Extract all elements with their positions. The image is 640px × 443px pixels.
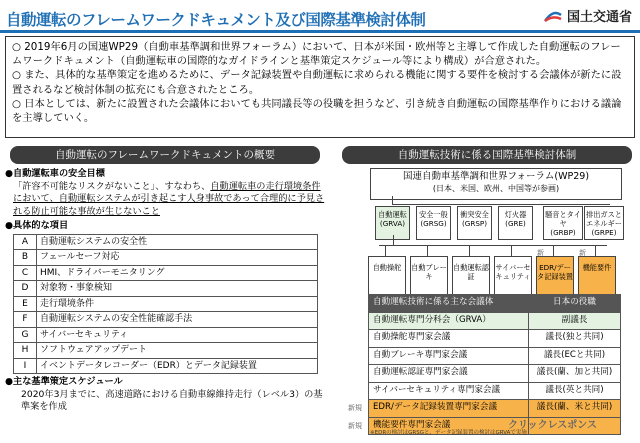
item-label: サイバーセキュリティ [37, 327, 318, 343]
item-key: A [14, 234, 37, 250]
intro-box [5, 36, 635, 138]
sub-group-box: 自動ブレーキ [410, 256, 448, 296]
item-label: 自動運転システムの安全性能確認手法 [37, 312, 318, 328]
ministry-logo [543, 6, 632, 25]
wp29-box [370, 168, 622, 200]
footnote: ※EDRの検討はGRSGと、データ記録装置の検討はGRVAで実施 [370, 430, 527, 436]
new-label: 新規 [348, 421, 362, 430]
item-key: B [14, 250, 37, 266]
item-key: H [14, 343, 37, 359]
intro-paragraph: ○ 日本としては、新たに設置された会議体においても共同議長等の役職を担うなど、引き続き自動運転の国際基準作りにおける議論を主導していく。 [12, 97, 622, 125]
working-party-box: 自動運転 (GRVA) [375, 206, 410, 240]
item-label: 対象物・事象検知 [37, 281, 318, 297]
wp29-sub: (日本、米国、欧州、中国等が参画) [432, 184, 560, 193]
wp29-title: 国連自動車基準調和世界フォーラム(WP29) [402, 171, 590, 182]
meeting-row: 機能要件専門家会議 [368, 418, 621, 436]
framework-header: 自動運転のフレームワークドキュメントの概要 [10, 146, 320, 164]
title-rule [0, 30, 640, 33]
item-label: 自動運転システムの安全性 [37, 234, 318, 250]
meeting-table [368, 294, 621, 435]
sub-group-box: 自動操舵 [368, 256, 406, 296]
new-badge: 新 [537, 249, 544, 257]
meeting-row: EDR/データ記録装置専門家会議 議長(蘭、米と共同) [368, 400, 621, 418]
sub-group-box: 機能要件 [578, 256, 616, 296]
item-row [14, 327, 318, 343]
schedule-text: 2020年3月までに、高速道路における自動車線維持走行（レベル3）の基準案を作成 [21, 388, 323, 412]
item-row [14, 358, 318, 374]
sub-group-box: EDR/データ記録装置 [536, 256, 574, 296]
item-label: ソフトウェアアップデート [37, 343, 318, 359]
item-label: HMI、ドライバーモニタリング [37, 265, 318, 281]
meeting-row: 自動運転専門分科会（GRVA） 副議長 [368, 313, 621, 331]
mlit-logo-icon [543, 7, 563, 25]
meeting-row: 自動ブレーキ専門家会議 議長(ECと共同) [368, 348, 621, 366]
items-table [13, 234, 318, 375]
item-key: G [14, 327, 37, 343]
item-key: C [14, 265, 37, 281]
meeting-row: 自動運転認証専門家会議 議長(蘭、加と共同) [368, 365, 621, 383]
item-row [14, 250, 318, 266]
safety-text: 「許容不可能なリスクがないこと」、すなわち、自動運転車の走行環境条件において、自動運転システムが引き起こす人身事故であって合理的に予見される防止可能な事故が生じないこと [13, 180, 325, 217]
structure-header: 自動運転技術に係る国際基準検討体制 [342, 146, 632, 164]
item-key: E [14, 296, 37, 312]
item-label: フェールセーフ対応 [37, 250, 318, 266]
working-party-box: 排出ガスとエネルギー (GRPE) [584, 206, 624, 240]
item-row [14, 296, 318, 312]
sub-group-box: 自動運転認証 [452, 256, 490, 296]
sub-group-box: サイバーセキュリティ [494, 256, 532, 296]
items-heading: ●具体的な項目 [5, 220, 69, 231]
intro-paragraph: ○ 2019年6月の国連WP29（自動車基準調和世界フォーラム）において、日本が米国・欧州等と主導して作成した自動運転のフレームワークドキュメント（自動運転車の国際的なガイドラインと基準策定スケジュール等により構成）が合意された。 [12, 41, 621, 68]
safety-heading: ●自動運転車の安全目標 [5, 168, 105, 179]
schedule-heading: ●主な基準策定スケジュール [5, 376, 123, 387]
framework-body [5, 166, 325, 414]
item-row [14, 265, 318, 281]
ministry-name: 国土交通省 [566, 10, 632, 25]
meeting-table-header: 自動運転技術に係る主な会議体 日本の役職 [368, 294, 621, 313]
working-party-box: 衝突安全 (GRSP) [457, 206, 492, 240]
meeting-row: 自動操舵専門家会議 議長(独と共同) [368, 330, 621, 348]
intro-paragraph: ○ また、具体的な基準策定を進めるために、データ記録装置や自動運転に求められる機能に関する要件を検討する会議体が新たに設置されるなど検討体制の拡充にも合意されたところ。 [12, 69, 622, 96]
item-label: イベントデータレコーダー（EDR）とデータ記録装置 [37, 358, 318, 374]
item-row [14, 281, 318, 297]
item-key: F [14, 312, 37, 328]
item-key: D [14, 281, 37, 297]
framework-panel [5, 146, 325, 440]
working-party-box: 灯火器 (GRE) [498, 206, 533, 240]
item-label: 走行環境条件 [37, 296, 318, 312]
item-row [14, 234, 318, 250]
new-badge: 新 [579, 249, 586, 257]
item-row [14, 343, 318, 359]
meeting-row: サイバーセキュリティ専門家会議 議長(英と共同) [368, 383, 621, 401]
working-party-box: 騒音とタイヤ (GRBP) [543, 206, 583, 240]
working-party-box: 安全一般 (GRSG) [416, 206, 451, 240]
page-title: 自動運転のフレームワークドキュメント及び国際基準検討体制 [6, 11, 426, 29]
item-row [14, 312, 318, 328]
watermark: クリックレスポンス [508, 420, 597, 431]
item-key: I [14, 358, 37, 374]
new-label: 新規 [348, 404, 362, 412]
